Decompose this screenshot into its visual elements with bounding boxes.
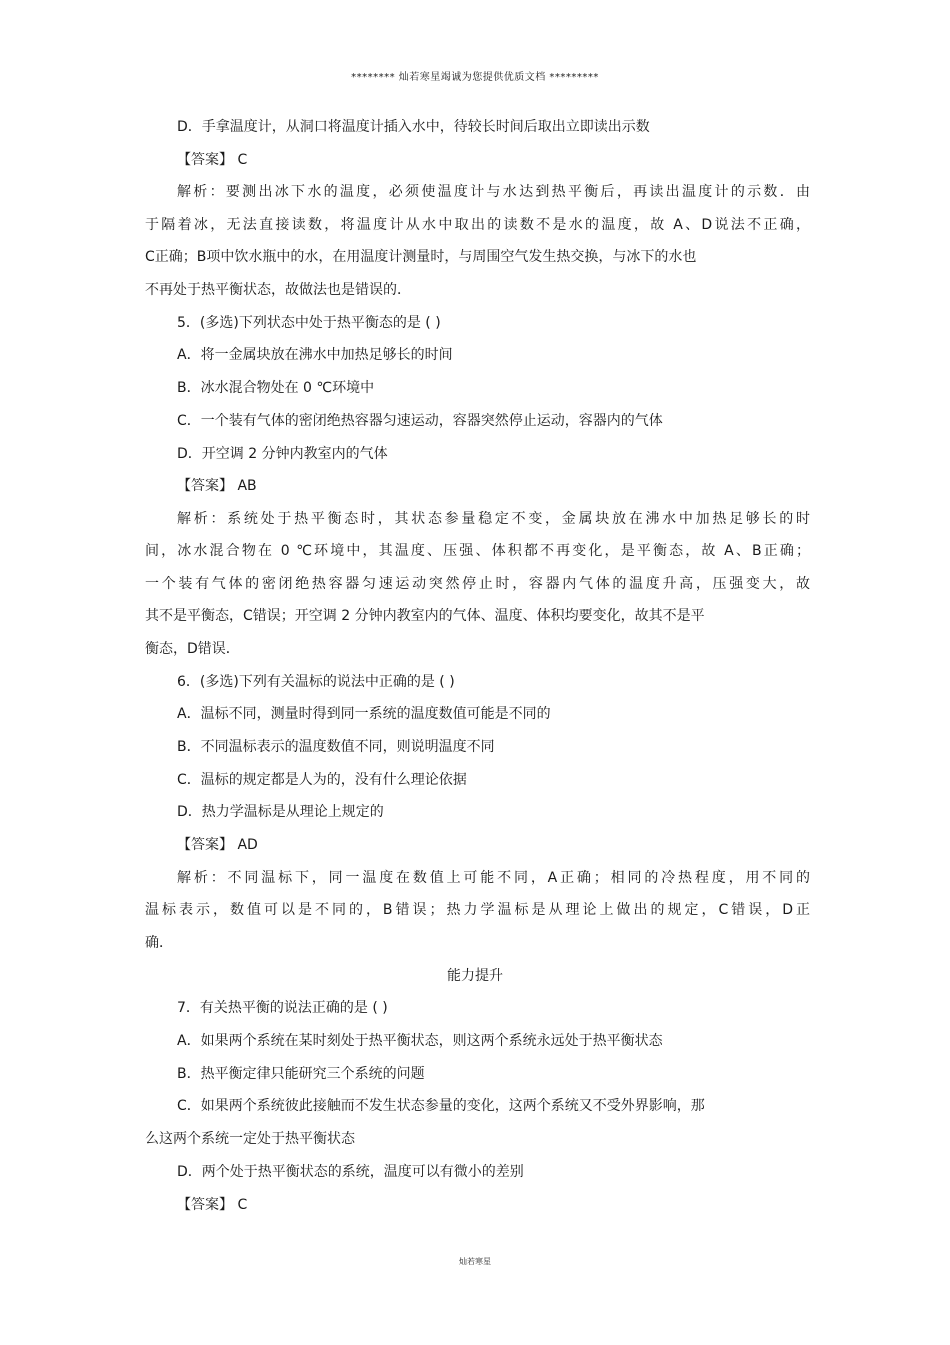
text-line: B．冰水混合物处在 0 ℃环境中 xyxy=(177,380,375,396)
text-line: 于隔着冰，无法直接读数，将温度计从水中取出的读数不是水的温度，故 A、D说法不正确， xyxy=(145,217,810,233)
text-line: 不再处于热平衡状态，故做法也是错误的． xyxy=(145,282,411,298)
page-header: ******** 灿若寒星竭诚为您提供优质文档 ********* xyxy=(351,72,599,83)
text-line: 5．(多选)下列状态中处于热平衡态的是 ( ) xyxy=(177,315,441,331)
text-line: C．温标的规定都是人为的，没有什么理论依据 xyxy=(177,772,467,788)
text-line: D．开空调 2 分钟内教室内的气体 xyxy=(177,446,388,462)
text-line: 温标表示，数值可以是不同的，B错误；热力学温标是从理论上做出的规定，C错误，D正 xyxy=(145,902,810,918)
text-line: 7．有关热平衡的说法正确的是 ( ) xyxy=(177,1000,388,1016)
text-line: A．将一金属块放在沸水中加热足够长的时间 xyxy=(177,347,453,363)
text-line: 确． xyxy=(145,935,173,951)
text-line: A．如果两个系统在某时刻处于热平衡状态，则这两个系统永远处于热平衡状态 xyxy=(177,1033,663,1049)
text-line: 么这两个系统一定处于热平衡状态 xyxy=(145,1131,355,1147)
text-line: 间，冰水混合物在 0 ℃环境中，其温度、压强、体积都不再变化，是平衡态，故 A、B正确； xyxy=(145,543,810,559)
text-line: A．温标不同，测量时得到同一系统的温度数值可能是不同的 xyxy=(177,706,551,722)
text-line: 6．(多选)下列有关温标的说法中正确的是 ( ) xyxy=(177,674,455,690)
text-line: 解析：系统处于热平衡态时，其状态参量稳定不变，金属块放在沸水中加热足够长的时 xyxy=(177,511,810,527)
text-line: 其不是平衡态，C错误；开空调 2 分钟内教室内的气体、温度、体积均要变化，故其不是平 xyxy=(145,608,705,624)
text-line: 【答案】 AD xyxy=(177,837,258,853)
text-line: B．热平衡定律只能研究三个系统的问题 xyxy=(177,1066,425,1082)
page-footer: 灿若寒星 xyxy=(459,1257,491,1266)
text-line: D．手拿温度计，从洞口将温度计插入水中，待较长时间后取出立即读出示数 xyxy=(177,119,650,135)
text-line: 【答案】 C xyxy=(177,1197,248,1213)
text-line: C．如果两个系统彼此接触而不发生状态参量的变化，这两个系统又不受外界影响，那 xyxy=(177,1098,705,1114)
text-line: C正确；B项中饮水瓶中的水，在用温度计测量时，与周围空气发生热交换，与冰下的水也 xyxy=(145,249,697,265)
text-line: 解析：不同温标下，同一温度在数值上可能不同，A正确；相同的冷热程度，用不同的 xyxy=(177,870,810,886)
text-line: 衡态，D错误． xyxy=(145,641,240,657)
text-line: 【答案】 AB xyxy=(177,478,257,494)
text-line: C．一个装有气体的密闭绝热容器匀速运动，容器突然停止运动，容器内的气体 xyxy=(177,413,663,429)
text-line: 一个装有气体的密闭绝热容器匀速运动突然停止时，容器内气体的温度升高，压强变大，故 xyxy=(145,576,810,592)
text-line: B．不同温标表示的温度数值不同，则说明温度不同 xyxy=(177,739,495,755)
text-line: D．热力学温标是从理论上规定的 xyxy=(177,804,384,820)
text-line: D．两个处于热平衡状态的系统，温度可以有微小的差别 xyxy=(177,1164,524,1180)
text-line: 【答案】 C xyxy=(177,152,248,168)
text-line: 解析：要测出冰下水的温度，必须使温度计与水达到热平衡后，再读出温度计的示数．由 xyxy=(177,184,810,200)
section-heading: 能力提升 xyxy=(447,968,503,984)
